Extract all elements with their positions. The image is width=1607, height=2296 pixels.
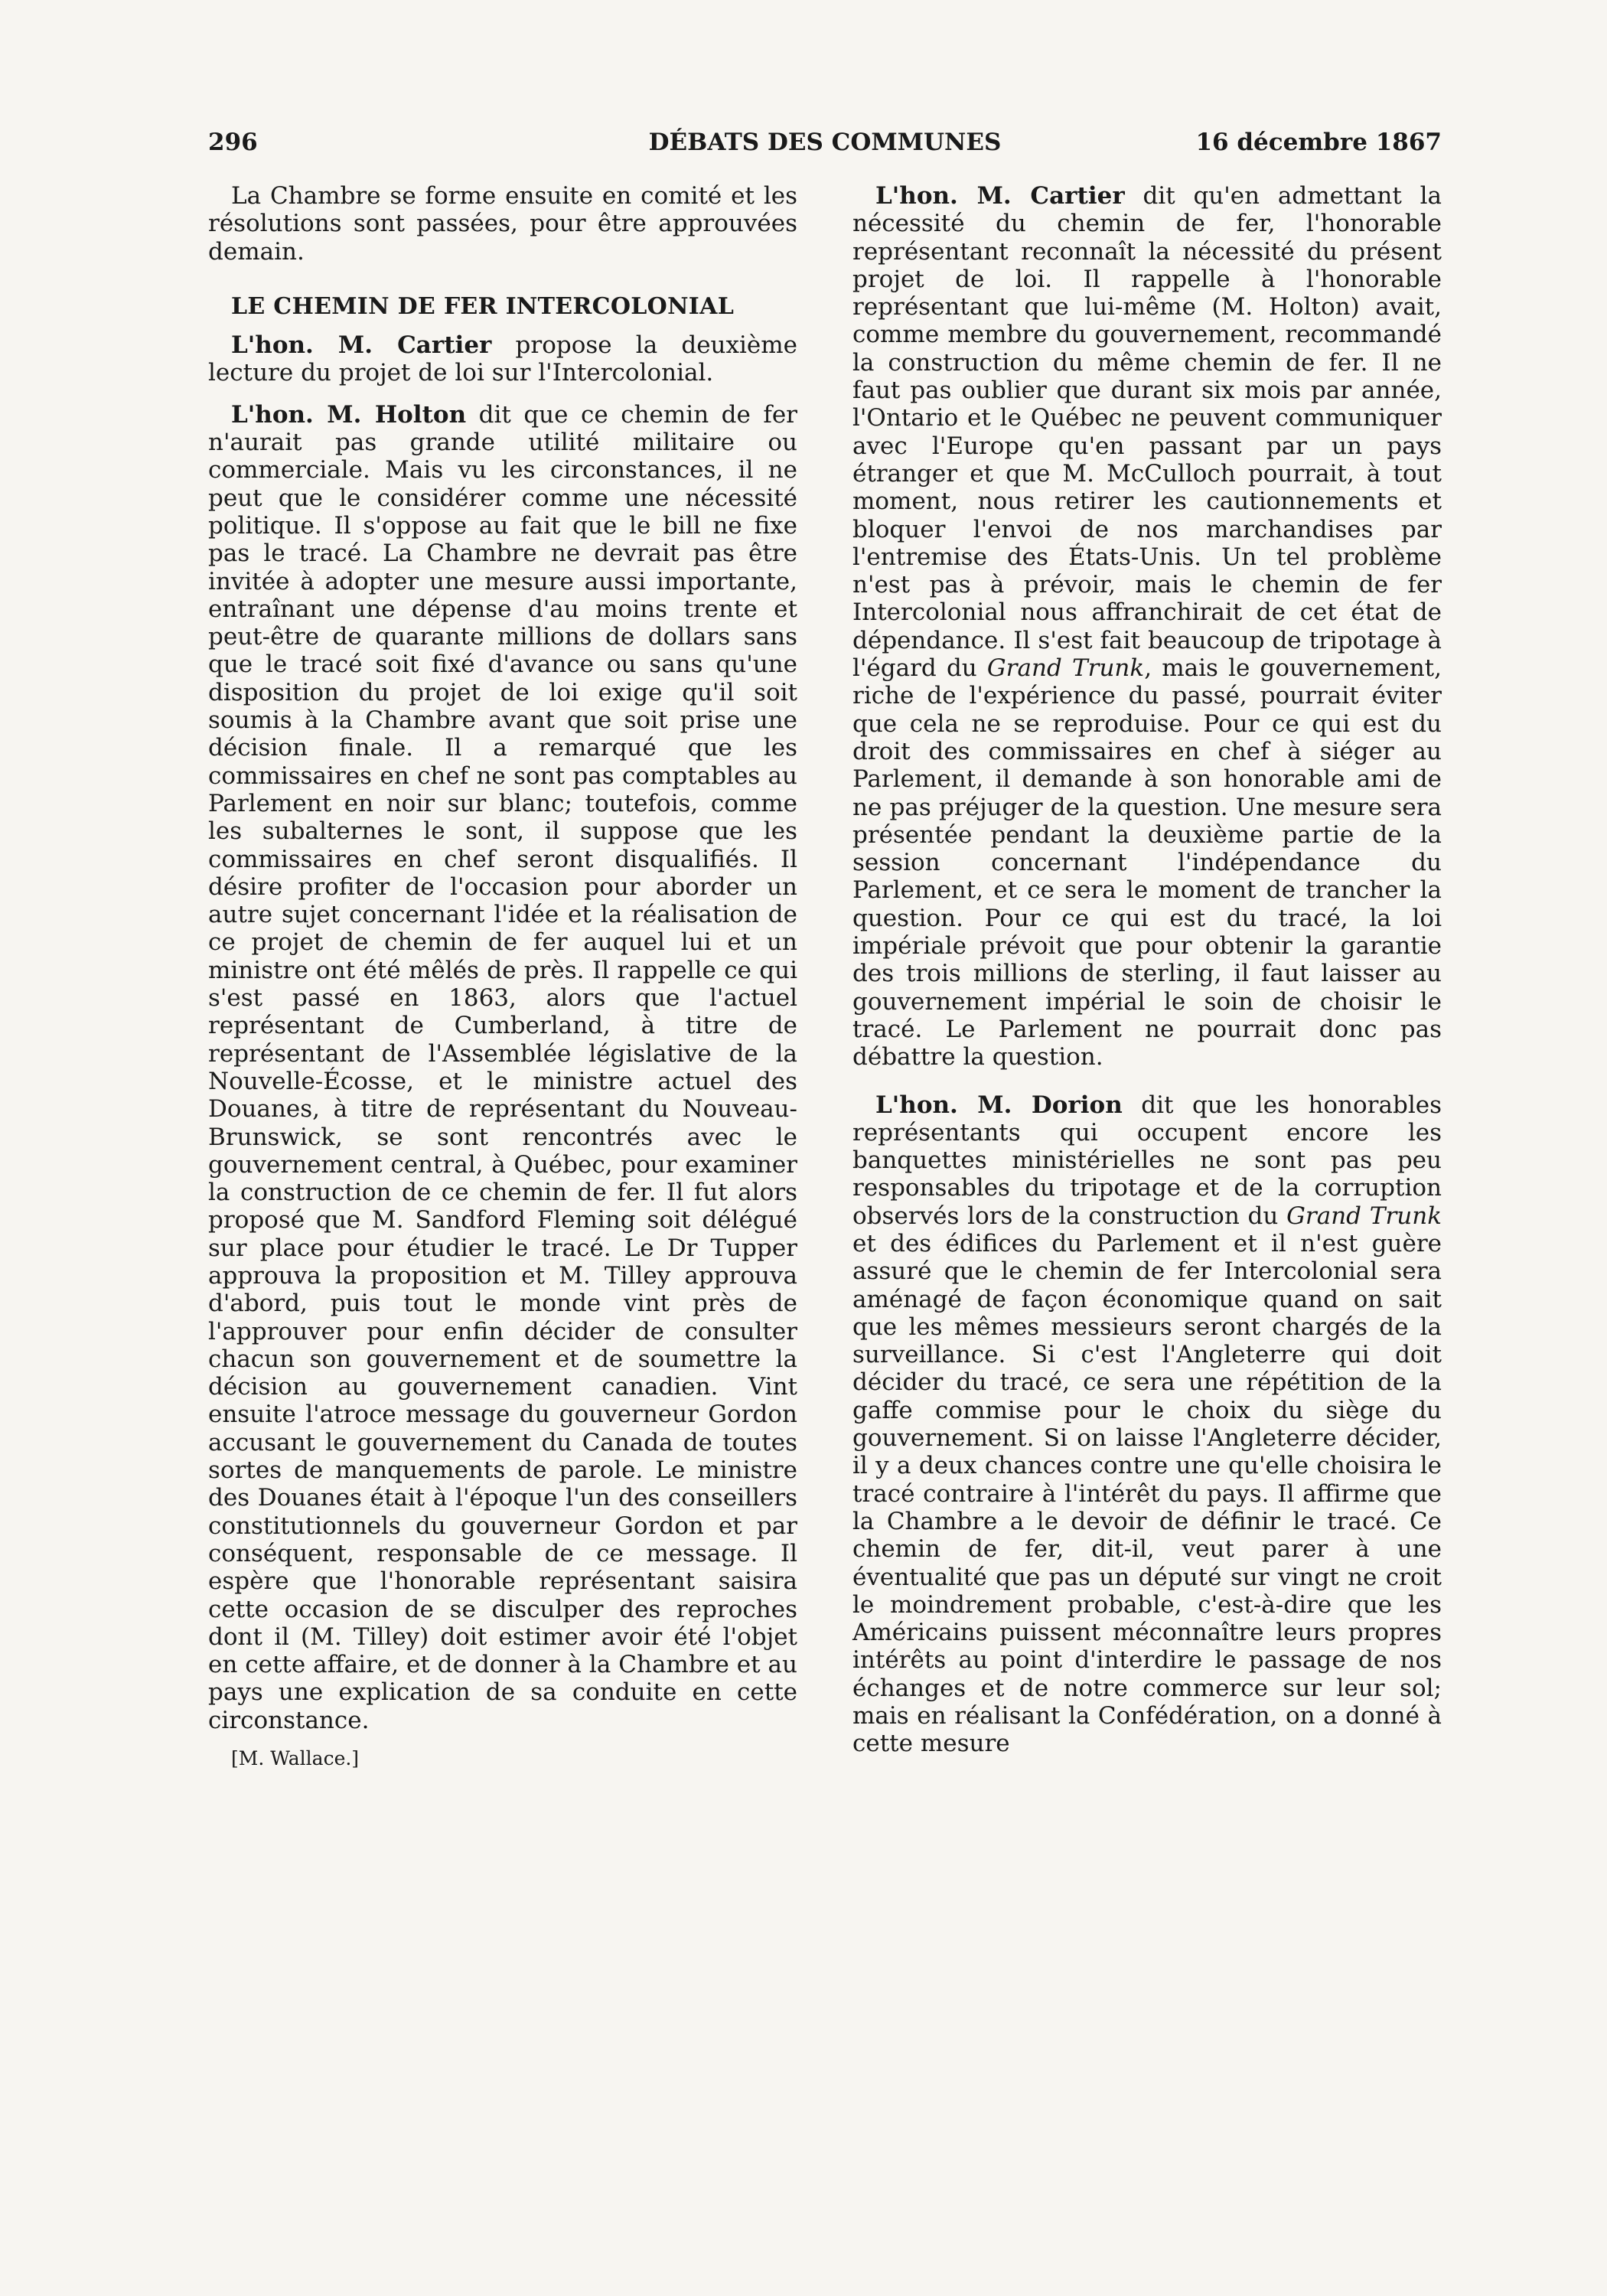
paragraph: La Chambre se forme ensuite en comité et les résolutions sont passées, pour être approuvées demain. [208, 182, 797, 266]
speech-text: dit que les honorables représentants qui occupent encore les banquettes ministérielles ne sont pas peu responsables du tripotage et de la corruption observés lors de la construction du [852, 1091, 1442, 1230]
speaker-name: L'hon. M. Holton [231, 400, 467, 429]
speech-text: , mais le gouvernement, riche de l'expérience du passé, pourrait éviter que cela ne se reproduise. Pour ce qui est du droit des commissaires en chef à siéger au Parlement, il demande à son honorable ami de ne pas préjuger de la question. Une mesure sera présentée pendant la deuxième partie de la session concernant l'indépendance du Parlement, et ce sera le moment de trancher la question. Pour ce qui est du tracé, la loi impériale prévoit que pour obtenir la garantie des trois millions de sterling, il faut laisser au gouvernement impérial le soin de choisir le tracé. Le Parlement ne pourrait donc pas débattre la question. [852, 654, 1442, 1071]
paragraph [852, 1091, 1442, 1758]
speaker-name: L'hon. M. Dorion [875, 1091, 1123, 1119]
paragraph [208, 331, 797, 387]
speech-text: dit que ce chemin de fer n'aurait pas grande utilité militaire ou commerciale. Mais vu les circonstances, il ne peut que le considérer comme une nécessité politique. Il s'oppose au fait que le bill ne fixe pas le tracé. La Chambre ne devrait pas être invitée à adopter une mesure aussi importante, entraînant une dépense d'au moins trente et peut-être de quarante millions de dollars sans que le tracé soit fixé d'avance ou sans qu'une disposition du projet de loi exige qu'il soit soumis à la Chambre avant que soit prise une décision finale. Il a remarqué que les commissaires en chef ne sont pas comptables au Parlement en noir sur blanc; toutefois, comme les subalternes le sont, il suppose que les commissaires en chef seront disqualifiés. Il désire profiter de l'occasion pour aborder un autre sujet concernant l'idée et la réalisation de ce projet de chemin de fer auquel lui et un ministre ont été mêlés de près. Il rappelle ce qui s'est passé en 1863, alors que l'actuel représentant de Cumberland, à titre de représentant de l'Assemblée législative de la Nouvelle-Écosse, et le ministre actuel des Douanes, à titre de représentant du Nouveau-Brunswick, se sont rencontrés avec le gouvernement central, à Québec, pour examiner la construction de ce chemin de fer. Il fut alors proposé que M. Sandford Fleming soit délégué sur place pour étudier le tracé. Le Dr Tupper approuva la proposition et M. Tilley approuva d'abord, puis tout le monde vint près de l'approuver pour enfin décider de consulter chacun son gouvernement et de soumettre la décision au gouvernement canadien. Vint ensuite l'atroce message du gouverneur Gordon accusant le gouvernement du Canada de toutes sortes de manquements de parole. Le ministre des Douanes était à l'époque l'un des conseillers constitutionnels du gouverneur Gordon et par conséquent, responsable de ce message. Il espère que l'honorable représentant saisira cette occasion de se disculper des reproches dont il (M. Tilley) doit estimer avoir été l'objet en cette affaire, et de donner à la Chambre et au pays une explication de sa conduite en cette circonstance. [208, 400, 797, 1734]
italic-text: Grand Trunk [1286, 1202, 1442, 1230]
right-column [852, 182, 1442, 1758]
speaker-name: L'hon. M. Cartier [875, 182, 1125, 210]
paragraph [208, 401, 797, 1734]
left-column [208, 182, 797, 1773]
section-heading: LE CHEMIN DE FER INTERCOLONIAL [231, 292, 735, 320]
header-date: 16 décembre 1867 [1195, 129, 1442, 156]
speech-text: propose la deuxième lecture du projet de loi sur l'Intercolonial. [208, 331, 797, 387]
speech-text: et des édifices du Parlement et il n'est guère assuré que le chemin de fer Intercolonial sera aménagé de façon économique quand on sait que les mêmes messieurs seront chargés de la surveillance. Si c'est l'Angleterre qui doit décider du tracé, ce sera une répétition de la gaffe commise pour le choix du siège du gouvernement. Si on laisse l'Angleterre décider, il y a deux chances contre une qu'elle choisira le tracé contraire à l'intérêt du pays. Il affirme que la Chambre a le devoir de définir le tracé. Ce chemin de fer, dit-il, veut parer à une éventualité que pas un député sur vingt ne croit le moindrement probable, c'est-à-dire que les Américains puissent méconnaître leurs propres intérêts au point d'interdire le passage de nos échanges et de notre commerce sur leur sol; mais en réalisant la Confédération, on a donné à cette mesure [852, 1229, 1442, 1758]
speaker-name: L'hon. M. Cartier [231, 331, 492, 360]
speaker-note: [M. Wallace.] [231, 1747, 360, 1770]
page-number: 296 [208, 129, 258, 156]
speech-text: dit qu'en admettant la nécessité du chemin de fer, l'honorable représentant reconnaît la nécessité du présent projet de loi. Il rappelle à l'honorable représentant que lui-même (M. Holton) avait, comme membre du gouvernement, recommandé la construction du même chemin de fer. Il ne faut pas oublier que durant six mois par année, l'Ontario et le Québec ne peuvent communiquer avec l'Europe qu'en passant par un pays étranger et que M. McCulloch pourrait, à tout moment, nous retirer les cautionnements et bloquer l'envoi de nos marchandises par l'entremise des États-Unis. Un tel problème n'est pas à prévoir, mais le chemin de fer Intercolonial nous affranchirait de cet état de dépendance. Il s'est fait beaucoup de tripotage à l'égard du [852, 182, 1442, 683]
paragraph [852, 182, 1442, 1071]
page-header [208, 129, 1442, 167]
running-title: DÉBATS DES COMMUNES [648, 129, 1002, 156]
italic-text: Grand Trunk [986, 654, 1145, 683]
